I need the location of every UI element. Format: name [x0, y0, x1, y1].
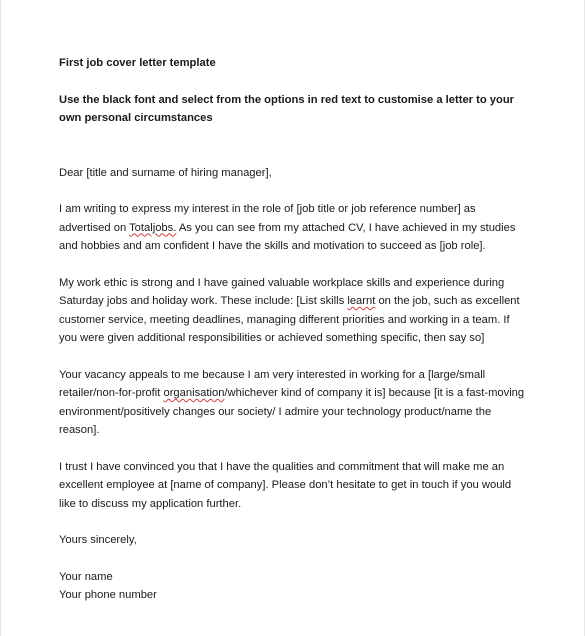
- paragraph-intro: [59, 200, 529, 256]
- document-title: First job cover letter template: [59, 57, 216, 69]
- paragraph-text: My work ethic is strong and I have gained valuable workplace skills and experience during Saturday jobs and holiday work. These include: [List skills: [59, 276, 505, 307]
- paragraph-motivation: [59, 366, 529, 440]
- instructions: Use the black font and select from the options in red text to customise a letter to your own personal circumstances: [59, 93, 515, 124]
- spellcheck-word: learnt: [347, 295, 376, 307]
- signature-phone: Your phone number: [59, 589, 157, 601]
- paragraph-text: I am writing to express my interest in the role of [job title or job reference number] as advertised on: [59, 203, 476, 234]
- sign-off: Yours sincerely,: [59, 534, 137, 546]
- spellcheck-word: organisation: [163, 387, 225, 399]
- greeting: Dear [title and surname of hiring manager],: [59, 166, 272, 179]
- paragraph-closing: I trust I have convinced you that I have the qualities and commitment that will make me an excellent employee at [name of company]. Please don’t hesitate to get in touch if you would like to discuss my application further.: [59, 460, 512, 510]
- letter-body: [59, 54, 529, 605]
- spellcheck-word: Totaljobs.: [129, 221, 177, 234]
- paragraph-skills: [59, 274, 529, 348]
- signature-name: Your name: [59, 570, 113, 583]
- paragraph-text: /whichever kind of company it is] because [it is a fast-moving environment/positively changes our society/ I admire your technology product/name the reason].: [59, 387, 525, 436]
- paragraph-text: on the job, such as excellent customer service, meeting deadlines, managing different priorities and working in a team. If you were given additional responsibilities or achieved something specific, then say so]: [59, 295, 520, 344]
- paragraph-text: Your vacancy appeals to me because I am very interested in working for a [large/small retailer/non-for-profit: [59, 368, 486, 399]
- paragraph-text: As you can see from my attached CV, I have achieved in my studies and hobbies and am confident I have the skills and motivation to succeed as [job role].: [59, 221, 516, 252]
